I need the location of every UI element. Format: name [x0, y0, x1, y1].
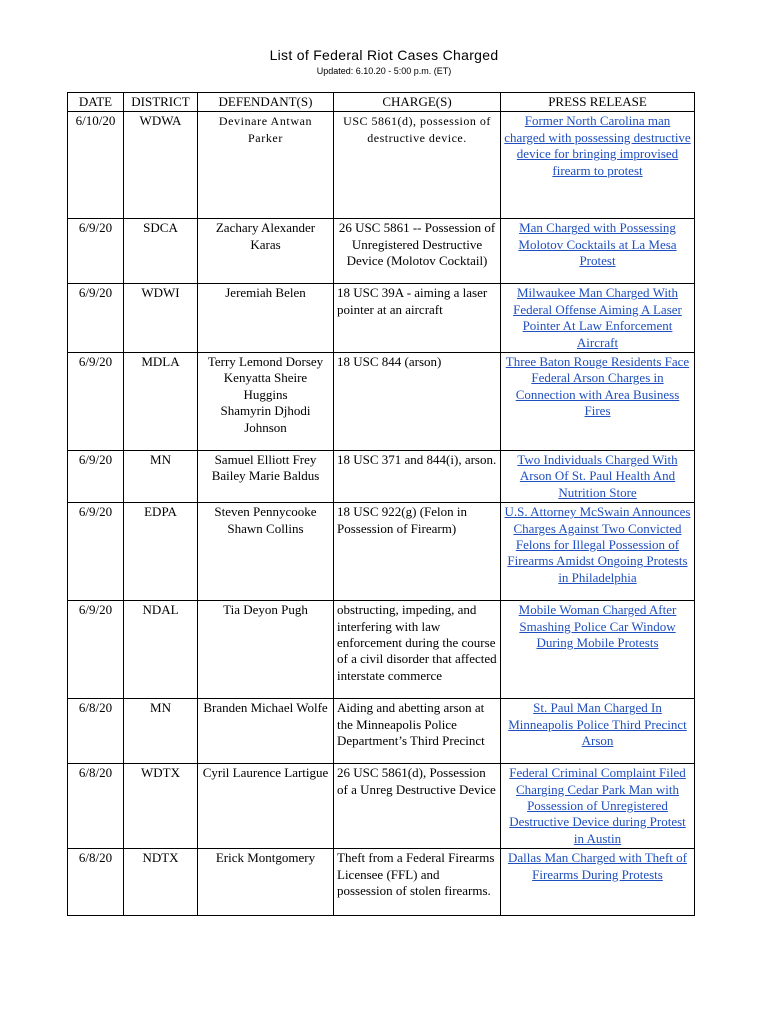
district-cell: SDCA [124, 219, 198, 284]
press-release-link[interactable]: Former North Carolina man charged with possessing destructive device for bringing improvised firearm to protest [504, 113, 691, 178]
district-cell: WDWA [124, 112, 198, 219]
district-cell: WDTX [124, 764, 198, 849]
press-release-link[interactable]: Two Individuals Charged With Arson Of St. Paul Health And Nutrition Store [517, 452, 678, 500]
press-release-cell [501, 601, 695, 699]
press-release-link[interactable]: Mobile Woman Charged After Smashing Police Car Window During Mobile Protests [518, 602, 677, 651]
press-release-cell [501, 764, 695, 849]
defendant-name: Erick Montgomery [215, 850, 316, 866]
defendant-name: Samuel Elliott Frey [214, 452, 317, 468]
defendant-name: Tia Deyon Pugh [223, 602, 308, 618]
district-cell: MN [124, 451, 198, 503]
press-release-cell [501, 112, 695, 219]
press-release-link[interactable]: Man Charged with Possessing Molotov Cocktails at La Mesa Protest [518, 220, 677, 269]
charges-cell: Theft from a Federal Firearms Licensee (FFL) and possession of stolen firearms. [334, 849, 501, 916]
date-column-header: DATE [68, 93, 124, 112]
district-cell: MDLA [124, 353, 198, 451]
press-release-link[interactable]: Three Baton Rouge Residents Face Federal Arson Charges in Connection with Area Business Fires [505, 354, 690, 419]
table-row [68, 353, 695, 451]
press-release-link[interactable]: Dallas Man Charged with Theft of Firearms During Protests [508, 850, 687, 882]
district-cell: MN [124, 699, 198, 764]
press-release-link[interactable]: U.S. Attorney McSwain Announces Charges Against Two Convicted Felons for Illegal Possession of Firearms Amidst Ongoing Protests in Philadelphia [504, 504, 691, 585]
charges-cell: 18 USC 39A - aiming a laser pointer at an aircraft [334, 284, 501, 353]
defendant-name: Cyril Laurence Lartigue [202, 765, 329, 781]
charges-cell: 18 USC 371 and 844(i), arson. [334, 451, 501, 503]
press-release-cell [501, 849, 695, 916]
date-cell: 6/9/20 [68, 284, 124, 353]
press-release-column-header: PRESS RELEASE [501, 93, 695, 112]
updated-timestamp: Updated: 6.10.20 - 5:00 p.m. (ET) [316, 66, 452, 76]
table-row [68, 503, 695, 601]
date-cell: 6/9/20 [68, 451, 124, 503]
charges-cell: 18 USC 844 (arson) [334, 353, 501, 451]
table-header-row [68, 93, 695, 112]
defendants-column-header: DEFENDANT(S) [198, 93, 334, 112]
defendant-name: Bailey Marie Baldus [211, 468, 320, 484]
defendants-cell [198, 764, 334, 849]
defendant-name: Terry Lemond Dorsey [207, 354, 324, 370]
defendants-cell [198, 451, 334, 503]
date-cell: 6/8/20 [68, 764, 124, 849]
press-release-cell [501, 699, 695, 764]
date-cell: 6/9/20 [68, 353, 124, 451]
defendant-name: Jeremiah Belen [225, 285, 306, 301]
press-release-cell [501, 219, 695, 284]
defendants-cell [198, 503, 334, 601]
defendants-cell [198, 353, 334, 451]
press-release-cell [501, 451, 695, 503]
table-row [68, 112, 695, 219]
charges-cell: obstructing, impeding, and interfering with law enforcement during the course of a civil disorder that affected interstate commerce [334, 601, 501, 699]
defendant-name: Devinare Antwan Parker [218, 114, 313, 145]
date-cell: 6/8/20 [68, 699, 124, 764]
defendants-cell [198, 284, 334, 353]
table-row [68, 699, 695, 764]
press-release-link[interactable]: Federal Criminal Complaint Filed Charging Cedar Park Man with Possession of Unregistered Destructive Device during Protest in Austin [509, 765, 686, 846]
charges-cell: Aiding and abetting arson at the Minneapolis Police Department’s Third Precinct [334, 699, 501, 764]
table-row [68, 284, 695, 353]
district-cell: NDAL [124, 601, 198, 699]
table-row [68, 849, 695, 916]
charges-cell: 18 USC 922(g) (Felon in Possession of Firearm) [334, 503, 501, 601]
district-column-header: DISTRICT [124, 93, 198, 112]
charges-cell: 26 USC 5861 -- Possession of Unregistered Destructive Device (Molotov Cocktail) [334, 219, 501, 284]
date-cell: 6/10/20 [68, 112, 124, 219]
press-release-link[interactable]: St. Paul Man Charged In Minneapolis Police Third Precinct Arson [508, 700, 687, 749]
defendants-cell [198, 219, 334, 284]
defendants-cell [198, 699, 334, 764]
defendant-name: Zachary Alexander Karas [215, 220, 316, 252]
table-row [68, 219, 695, 284]
defendant-name: Shawn Collins [227, 520, 304, 536]
district-cell: WDWI [124, 284, 198, 353]
defendant-name: Branden Michael Wolfe [203, 700, 328, 716]
press-release-cell [501, 284, 695, 353]
date-cell: 6/9/20 [68, 601, 124, 699]
press-release-cell [501, 503, 695, 601]
date-cell: 6/9/20 [68, 503, 124, 601]
date-cell: 6/9/20 [68, 219, 124, 284]
defendant-name: Shamyrin Djhodi Johnson [220, 403, 311, 435]
charges-cell: USC 5861(d), possession of destructive device. [334, 112, 501, 219]
table-row [68, 764, 695, 849]
press-release-link[interactable]: Milwaukee Man Charged With Federal Offense Aiming A Laser Pointer At Law Enforcement Aircraft [513, 285, 682, 350]
date-cell: 6/8/20 [68, 849, 124, 916]
press-release-cell [501, 353, 695, 451]
charges-cell: 26 USC 5861(d), Possession of a Unreg Destructive Device [334, 764, 501, 849]
table-row [68, 451, 695, 503]
charges-column-header: CHARGE(S) [334, 93, 501, 112]
defendants-cell [198, 849, 334, 916]
table-row [68, 601, 695, 699]
district-cell: EDPA [124, 503, 198, 601]
document-title: List of Federal Riot Cases Charged [269, 47, 499, 63]
defendants-cell [198, 601, 334, 699]
riot-cases-table [67, 92, 695, 916]
defendant-name: Steven Pennycooke [214, 504, 317, 520]
defendant-name: Kenyatta Sheire Huggins [223, 370, 308, 402]
district-cell: NDTX [124, 849, 198, 916]
defendants-cell [198, 112, 334, 219]
